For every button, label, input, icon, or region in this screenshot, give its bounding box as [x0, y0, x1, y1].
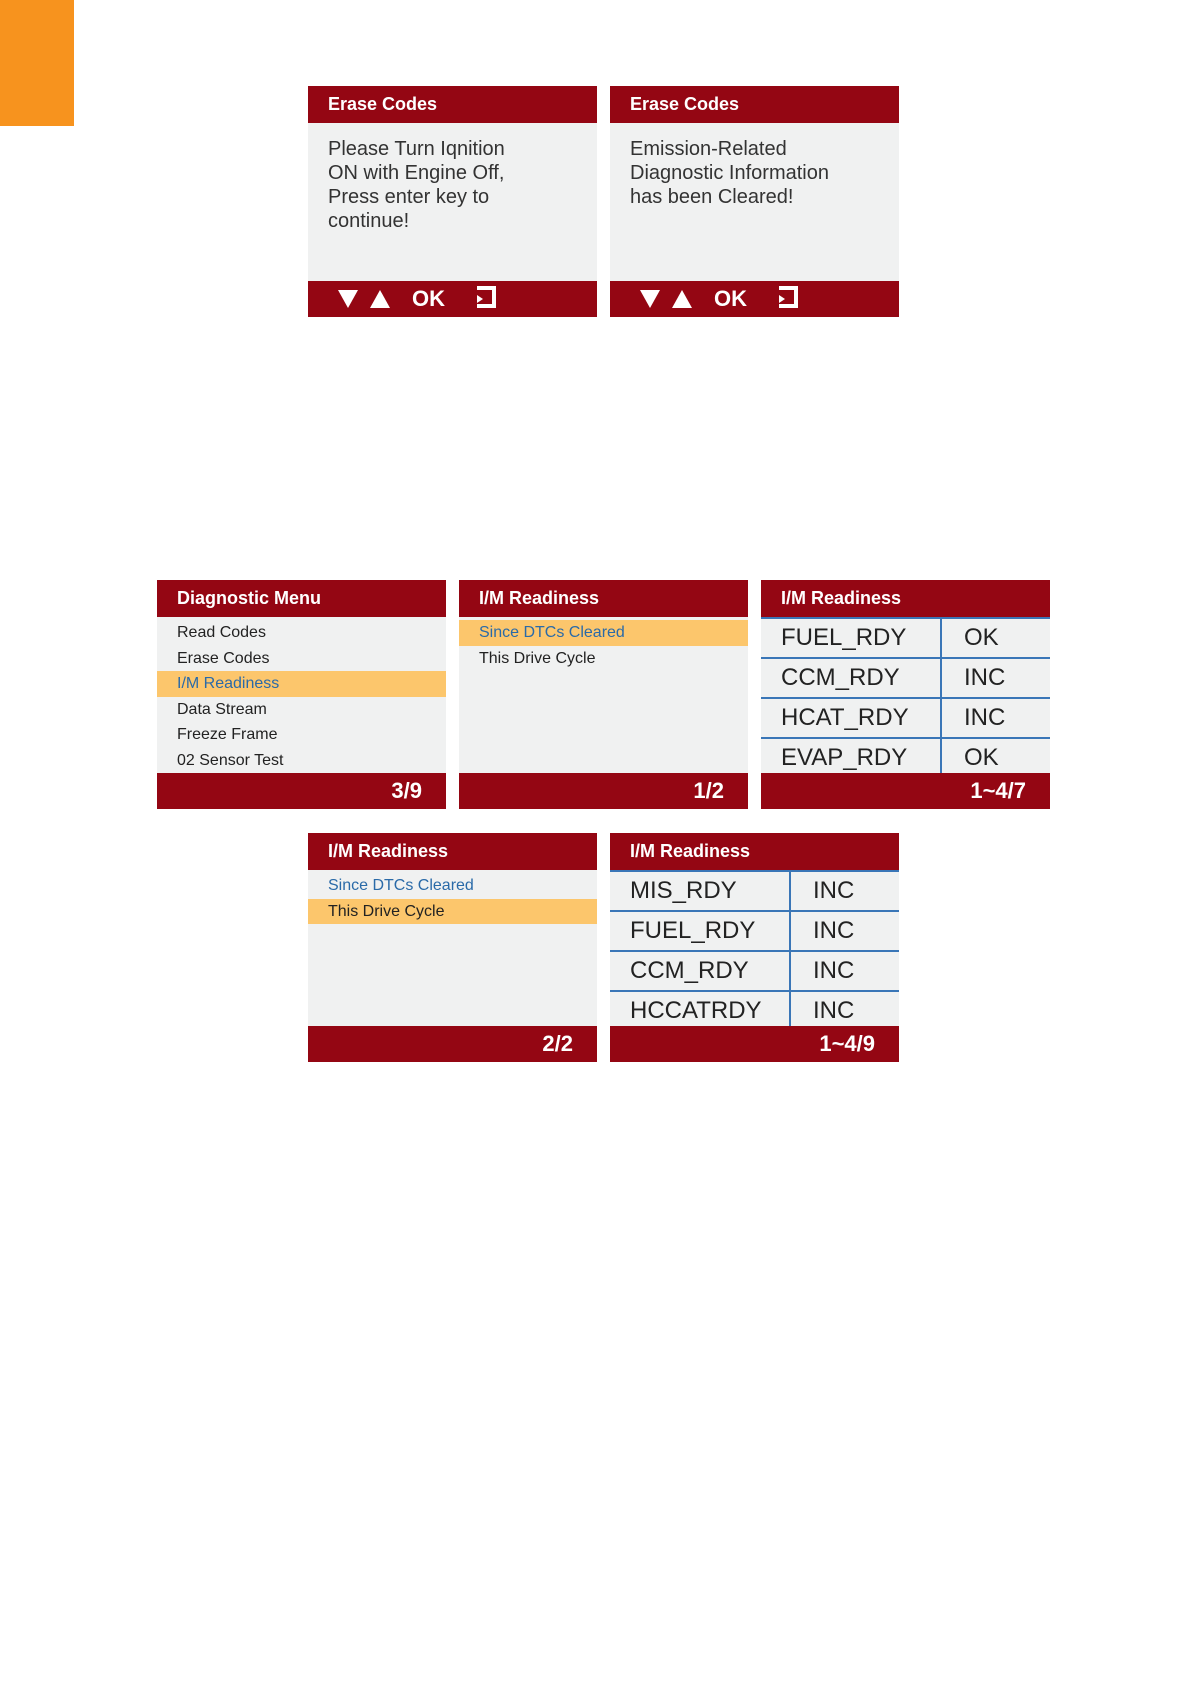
- triangle-down-icon[interactable]: [640, 290, 660, 308]
- message-line: Emission-Related: [630, 138, 787, 160]
- readiness-table: [610, 870, 899, 1032]
- screen-title: Erase Codes: [308, 86, 597, 123]
- monitor-status: INC: [941, 658, 1050, 698]
- return-icon[interactable]: [777, 285, 801, 314]
- monitor-name: HCAT_RDY: [761, 698, 941, 738]
- monitor-name: CCM_RDY: [761, 658, 941, 698]
- menu-list: [157, 617, 446, 774]
- return-icon[interactable]: [475, 285, 499, 314]
- screen-body: [308, 870, 597, 1062]
- screen-title: I/M Readiness: [761, 580, 1050, 617]
- screen-title: I/M Readiness: [459, 580, 748, 617]
- message-line: Please Turn Iqnition: [328, 138, 505, 160]
- table-row: [761, 738, 1050, 778]
- screen-footer: [459, 773, 748, 809]
- im-readiness-menu-screen: [459, 580, 748, 809]
- table-row: [761, 618, 1050, 658]
- message-text: [610, 123, 899, 209]
- menu-item-o2-sensor-test[interactable]: 02 Sensor Test: [177, 751, 284, 769]
- erase-codes-cleared-screen: [610, 86, 899, 317]
- menu-list: [308, 870, 597, 924]
- nav-keys: [640, 281, 801, 317]
- message-line: Press enter key to: [328, 186, 490, 208]
- screen-title: I/M Readiness: [610, 833, 899, 870]
- monitor-name: FUEL_RDY: [761, 618, 941, 658]
- screen-body: [308, 123, 597, 317]
- table-row: [761, 658, 1050, 698]
- monitor-name: FUEL_RDY: [610, 911, 790, 951]
- menu-item-erase-codes[interactable]: Erase Codes: [177, 649, 270, 667]
- page-indicator: 1/2: [693, 778, 724, 803]
- monitor-status: INC: [790, 911, 899, 951]
- screen-footer: [308, 281, 597, 317]
- monitor-name: HCCATRDY: [610, 991, 790, 1031]
- screen-footer: [157, 773, 446, 809]
- menu-item-this-drive-cycle[interactable]: This Drive Cycle: [479, 649, 596, 667]
- screen-body: [610, 870, 899, 1062]
- monitor-name: CCM_RDY: [610, 951, 790, 991]
- message-text: [308, 123, 597, 233]
- triangle-up-icon[interactable]: [370, 290, 390, 308]
- screen-footer: [761, 773, 1050, 809]
- screen-body: [459, 617, 748, 809]
- menu-list: [459, 617, 748, 671]
- diagnostic-menu-screen: [157, 580, 446, 809]
- message-line: Diagnostic Information: [630, 162, 829, 184]
- monitor-name: EVAP_RDY: [761, 738, 941, 778]
- screen-body: [761, 617, 1050, 809]
- menu-item-freeze-frame[interactable]: Freeze Frame: [177, 726, 278, 744]
- monitor-status: INC: [790, 991, 899, 1031]
- screen-footer: [610, 1026, 899, 1062]
- nav-keys: [338, 281, 499, 317]
- screen-footer: [610, 281, 899, 317]
- im-readiness-table-screen-2: [610, 833, 899, 1062]
- screen-title: Erase Codes: [610, 86, 899, 123]
- menu-item-since-dtcs-cleared[interactable]: Since DTCs Cleared: [328, 877, 474, 894]
- page-indicator: 1~4/9: [819, 1031, 875, 1056]
- table-row: [761, 698, 1050, 738]
- erase-codes-prompt-screen: [308, 86, 597, 317]
- corner-tab: [0, 0, 74, 126]
- triangle-up-icon[interactable]: [672, 290, 692, 308]
- screen-title: I/M Readiness: [308, 833, 597, 870]
- page-indicator: 3/9: [391, 778, 422, 803]
- monitor-status: OK: [941, 618, 1050, 658]
- ok-button[interactable]: OK: [412, 286, 445, 311]
- message-line: continue!: [328, 210, 410, 232]
- menu-item-read-codes[interactable]: Read Codes: [177, 624, 266, 641]
- page-indicator: 1~4/7: [970, 778, 1026, 803]
- monitor-name: MIS_RDY: [610, 871, 790, 911]
- table-row: [610, 951, 899, 991]
- menu-item-im-readiness[interactable]: I/M Readiness: [157, 671, 446, 697]
- screen-footer: [308, 1026, 597, 1062]
- im-readiness-menu-screen-2: [308, 833, 597, 1062]
- monitor-status: INC: [941, 698, 1050, 738]
- menu-item-data-stream[interactable]: Data Stream: [177, 700, 267, 718]
- im-readiness-table-screen: [761, 580, 1050, 809]
- table-row: [610, 911, 899, 951]
- message-line: ON with Engine Off,: [328, 162, 505, 184]
- menu-item-this-drive-cycle[interactable]: This Drive Cycle: [308, 899, 597, 925]
- readiness-table: [761, 617, 1050, 779]
- table-row: [610, 871, 899, 911]
- monitor-status: OK: [941, 738, 1050, 778]
- ok-button[interactable]: OK: [714, 286, 747, 311]
- screen-body: [157, 617, 446, 809]
- monitor-status: INC: [790, 871, 899, 911]
- screen-title: Diagnostic Menu: [157, 580, 446, 617]
- message-line: has been Cleared!: [630, 186, 794, 208]
- monitor-status: INC: [790, 951, 899, 991]
- table-row: [610, 991, 899, 1031]
- page-indicator: 2/2: [542, 1031, 573, 1056]
- screen-body: [610, 123, 899, 317]
- triangle-down-icon[interactable]: [338, 290, 358, 308]
- menu-item-since-dtcs-cleared[interactable]: Since DTCs Cleared: [459, 620, 748, 646]
